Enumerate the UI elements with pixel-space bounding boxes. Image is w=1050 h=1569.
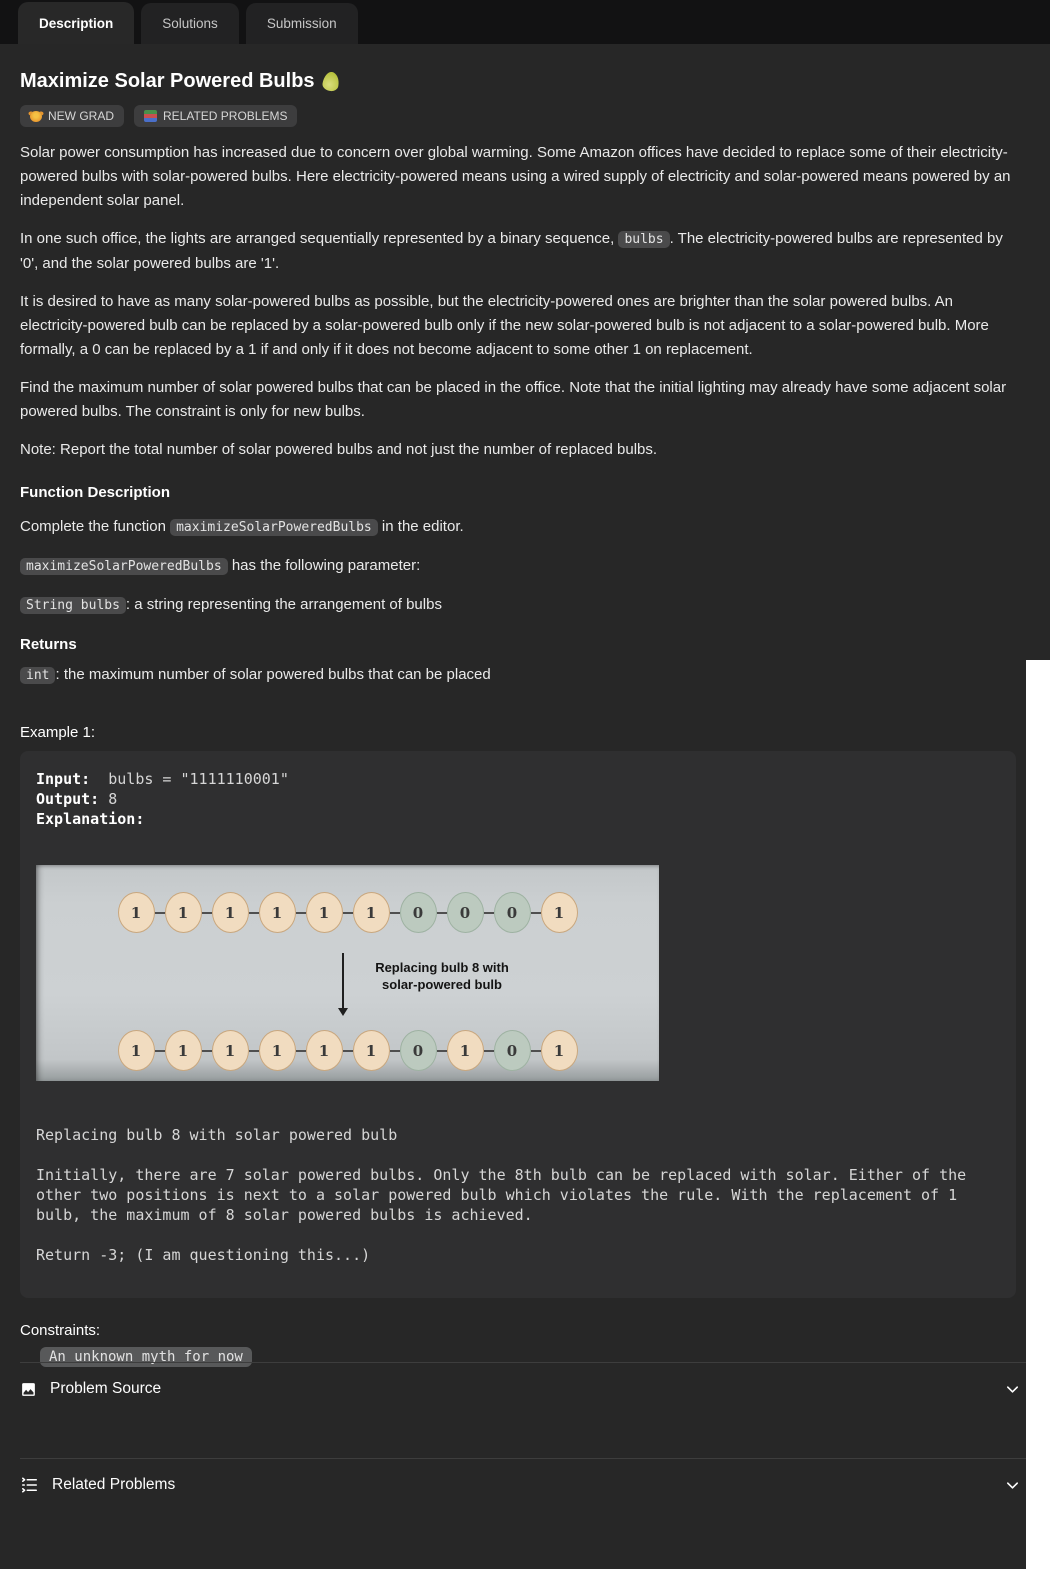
page-title xyxy=(20,70,1022,93)
returns-line xyxy=(20,663,1022,688)
paragraph-rules: It is desired to have as many solar-powered bulbs as possible, but the electricity-powered ones are brighter than the solar powered bulbs. An electricity-powered bulb can be replaced by a solar-powered bulb only if the new solar-powered bulb is not adjacent to a solar-powered bulb. More formally, a 0 can be replaced by a 1 if and only if it does not become adjacent to some other 1 on replacement. xyxy=(20,293,989,358)
returns-desc: : the maximum number of solar powered bulbs that can be placed xyxy=(55,666,491,683)
related-problems-toggle[interactable] xyxy=(20,1476,1026,1494)
bulb-connector xyxy=(296,912,306,914)
tab-bar xyxy=(0,0,1050,44)
parameter-line xyxy=(20,593,1022,618)
bulb-connector xyxy=(155,912,165,914)
paragraph-sequence xyxy=(20,227,1022,276)
example-input-line xyxy=(36,769,1000,789)
bulbs-diagram-image xyxy=(36,865,659,1081)
bulb-solar: 1 xyxy=(353,1030,390,1071)
paragraph-intro: Solar power consumption has increased due to concern over global warming. Some Amazon offices have decided to replace some of their electricity-powered bulbs with solar-powered bulbs. Here electricity-powered means using a wired supply of electricity and solar-powered means powered by an independent solar panel. xyxy=(20,144,1011,209)
constraints-value-chip: An unknown myth for now xyxy=(40,1347,252,1367)
explanation-label: Explanation: xyxy=(36,810,145,828)
bulb-row-initial xyxy=(36,892,659,933)
bulb-connector xyxy=(343,1050,353,1052)
bulb-connector xyxy=(390,1050,400,1052)
badge-related-problems-label: RELATED PROBLEMS xyxy=(163,109,288,123)
problem-source-toggle[interactable] xyxy=(20,1380,1026,1398)
badge-new-grad[interactable] xyxy=(20,105,124,127)
inline-code-string-bulbs: String bulbs xyxy=(20,597,126,614)
unrendered-white-strip xyxy=(1026,660,1050,1569)
down-arrow-head-icon xyxy=(338,1008,348,1016)
bulb-connector xyxy=(484,912,494,914)
paragraph-note: Note: Report the total number of solar powered bulbs and not just the number of replaced bulbs. xyxy=(20,441,658,458)
bulb-solar: 1 xyxy=(541,892,578,933)
related-problems-section xyxy=(20,1458,1026,1569)
bulb-connector xyxy=(249,912,259,914)
paragraph-sequence-post: . The electricity-powered bulbs are represented by '0', and the solar powered bulbs are '1'. xyxy=(20,230,1003,272)
tab-submission-label: Submission xyxy=(266,16,337,31)
bulb-solar: 1 xyxy=(306,892,343,933)
arrow-label xyxy=(358,959,526,993)
parameter-intro-line xyxy=(20,554,1022,579)
bulb-connector xyxy=(155,1050,165,1052)
complete-function-post: in the editor. xyxy=(377,518,464,535)
bulb-solar: 1 xyxy=(212,1030,249,1071)
output-value: 8 xyxy=(99,790,118,808)
bulb-connector xyxy=(390,912,400,914)
list-icon xyxy=(20,1476,39,1494)
function-description-heading: Function Description xyxy=(20,484,170,501)
bulb-solar: 1 xyxy=(447,1030,484,1071)
inline-code-bulbs: bulbs xyxy=(618,231,669,248)
bulb-connector xyxy=(249,1050,259,1052)
badge-new-grad-label: NEW GRAD xyxy=(48,109,114,123)
tab-submission[interactable] xyxy=(246,3,358,44)
bulb-connector xyxy=(202,1050,212,1052)
bulb-solar: 1 xyxy=(259,1030,296,1071)
returns-heading: Returns xyxy=(20,636,77,653)
inline-code-int: int xyxy=(20,667,55,684)
bulb-electric: 0 xyxy=(494,892,531,933)
problem-source-section xyxy=(20,1362,1026,1458)
down-arrow-icon xyxy=(342,953,344,1009)
bulb-solar: 1 xyxy=(212,892,249,933)
bulb-connector xyxy=(437,912,447,914)
badge-row xyxy=(20,105,1022,127)
complete-function-line xyxy=(20,515,1022,540)
bulb-solar: 1 xyxy=(259,892,296,933)
inline-code-function-name-2: maximizeSolarPoweredBulbs xyxy=(20,558,228,575)
books-emoji-icon xyxy=(144,110,157,122)
parameter-desc: : a string representing the arrangement of bulbs xyxy=(125,596,442,613)
bulb-electric: 0 xyxy=(400,892,437,933)
related-problems-label: Related Problems xyxy=(52,1476,176,1493)
bulb-solar: 1 xyxy=(541,1030,578,1071)
input-label: Input: xyxy=(36,770,91,788)
page-title-text: Maximize Solar Powered Bulbs xyxy=(20,70,315,92)
example-explanation-line xyxy=(36,809,1000,829)
example-return-note: Return -3; (I am questioning this...) xyxy=(36,1246,371,1264)
bulb-row-after xyxy=(36,1030,659,1071)
arrow-label-line1: Replacing bulb 8 with xyxy=(375,960,509,975)
tab-description[interactable] xyxy=(18,2,134,44)
example-body: Initially, there are 7 solar powered bulbs. Only the 8th bulb can be replaced with solar. Either of the other two positions is next to a solar powered bulb which violates the rule. With the replacement of 1 bulb, the maximum of 8 solar powered bulbs is achieved. xyxy=(36,1166,976,1224)
bulb-connector xyxy=(531,912,541,914)
bulb-solar: 1 xyxy=(353,892,390,933)
bulb-connector xyxy=(531,1050,541,1052)
bulb-solar: 1 xyxy=(118,1030,155,1071)
input-value: bulbs = "1111110001" xyxy=(90,770,289,788)
bulb-connector xyxy=(437,1050,447,1052)
chevron-down-icon[interactable] xyxy=(1005,1478,1020,1493)
problem-description-panel xyxy=(0,44,1050,1367)
bulb-connector xyxy=(343,912,353,914)
chevron-down-icon[interactable] xyxy=(1005,1382,1020,1397)
pear-emoji-icon xyxy=(321,71,340,92)
complete-function-pre: Complete the function xyxy=(20,518,171,535)
badge-related-problems[interactable] xyxy=(134,105,297,127)
example-output-line xyxy=(36,789,1000,809)
problem-source-label: Problem Source xyxy=(50,1380,162,1397)
bulb-electric: 0 xyxy=(400,1030,437,1071)
bulb-electric: 0 xyxy=(447,892,484,933)
output-label: Output: xyxy=(36,790,100,808)
tab-description-label: Description xyxy=(39,15,114,31)
bulb-connector xyxy=(202,912,212,914)
example-heading: Example 1: xyxy=(20,724,96,741)
inline-code-function-name: maximizeSolarPoweredBulbs xyxy=(170,519,378,536)
bulb-solar: 1 xyxy=(165,1030,202,1071)
footer-sections xyxy=(20,1362,1026,1569)
bulb-connector xyxy=(484,1050,494,1052)
tiger-emoji-icon xyxy=(30,111,42,122)
tab-solutions[interactable] xyxy=(141,3,239,44)
bulb-solar: 1 xyxy=(306,1030,343,1071)
constraints-heading: Constraints: xyxy=(20,1322,101,1339)
example-caption: Replacing bulb 8 with solar powered bulb xyxy=(36,1126,398,1144)
bulb-solar: 1 xyxy=(118,892,155,933)
parameter-intro-post: has the following parameter: xyxy=(227,557,421,574)
paragraph-goal: Find the maximum number of solar powered bulbs that can be placed in the office. Note that the initial lighting may already have some adjacent solar powered bulbs. The constraint is only for new bulbs. xyxy=(20,379,1007,420)
example-code-block xyxy=(20,751,1016,1298)
bulb-solar: 1 xyxy=(165,892,202,933)
tab-solutions-label: Solutions xyxy=(162,16,218,31)
bulb-connector xyxy=(296,1050,306,1052)
image-icon xyxy=(20,1381,37,1398)
arrow-label-line2: solar-powered bulb xyxy=(382,977,502,992)
paragraph-sequence-pre: In one such office, the lights are arranged sequentially represented by a binary sequence, xyxy=(20,230,619,247)
bulb-electric: 0 xyxy=(494,1030,531,1071)
